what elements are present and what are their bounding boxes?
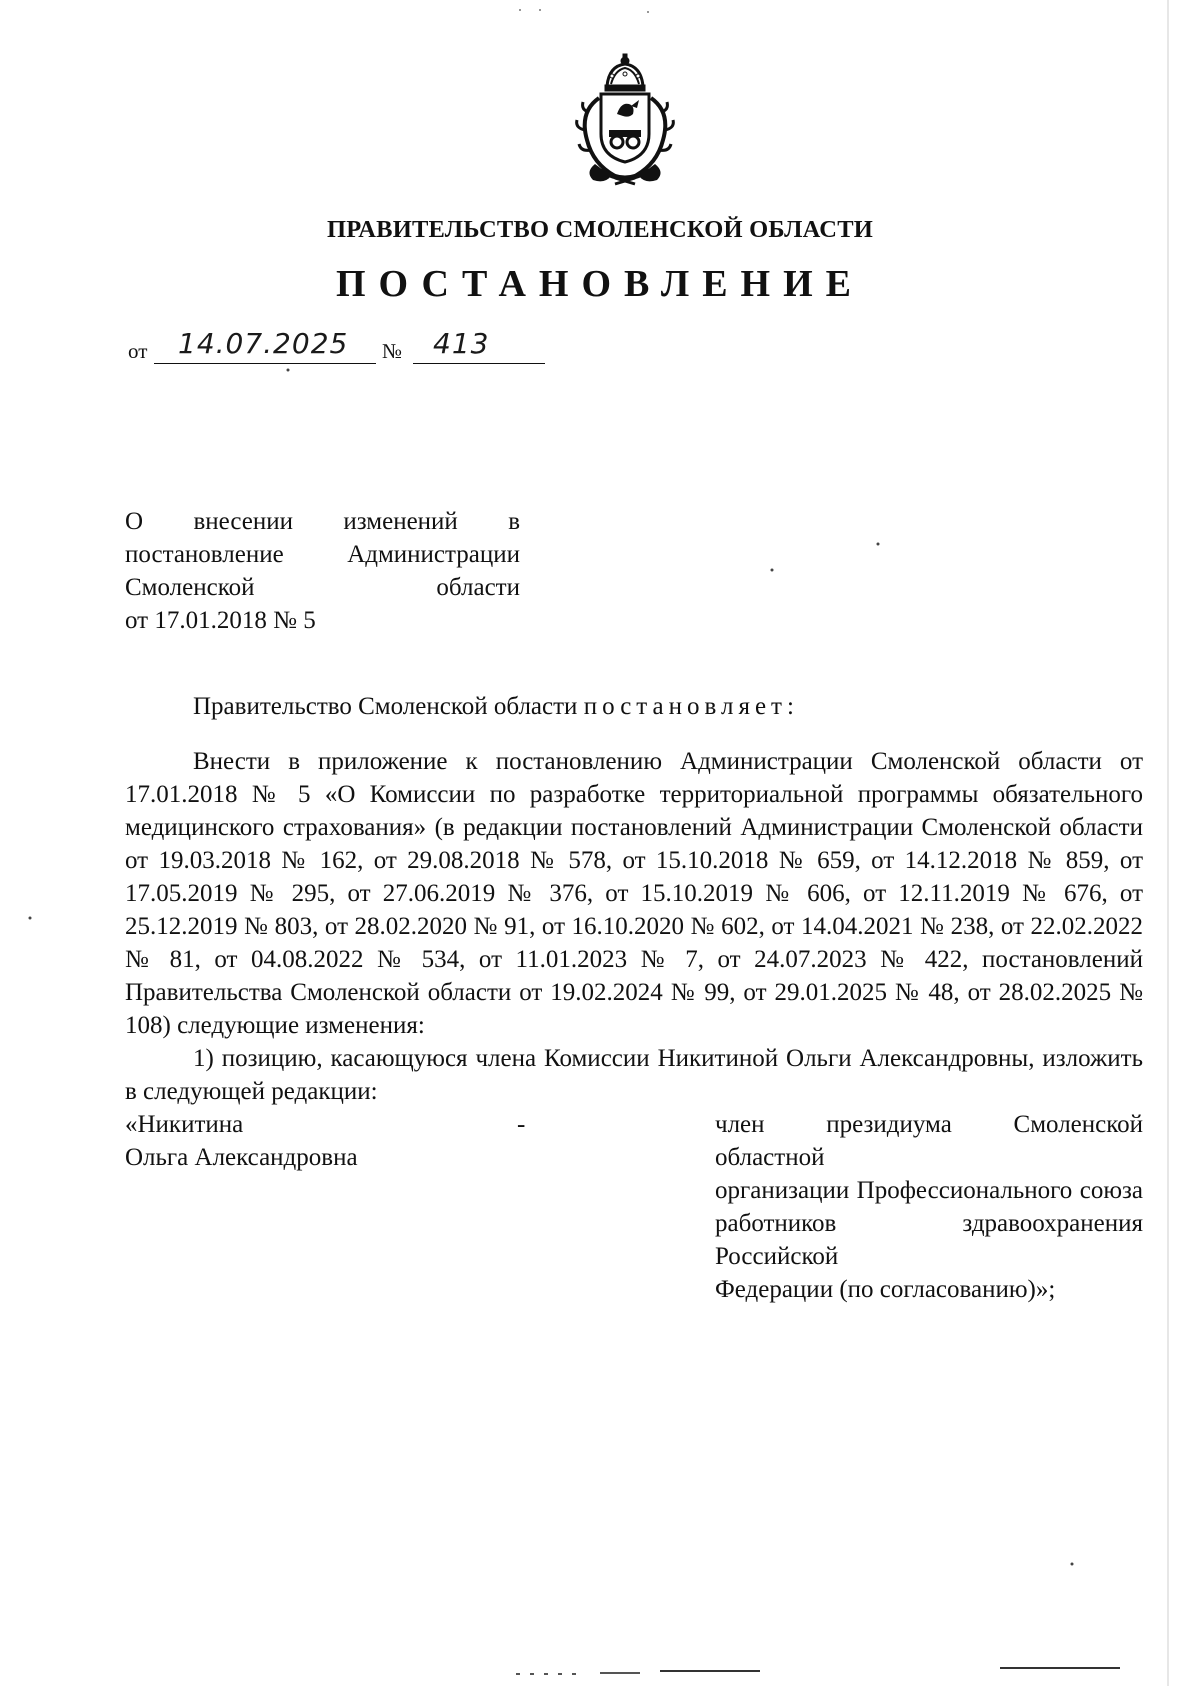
member-position-line: член президиума Смоленской областной	[715, 1111, 1143, 1171]
number-sign-label: №	[382, 339, 403, 363]
member-position-block	[715, 1108, 1143, 1306]
member-position-line: организации Профессионального союза	[715, 1177, 1143, 1204]
subject-line: от 17.01.2018 № 5	[125, 607, 316, 634]
preamble-resolves: постановляет:	[583, 693, 799, 720]
handwritten-number: 413	[433, 327, 490, 360]
member-entry	[125, 1108, 1143, 1306]
preamble-paragraph	[125, 690, 1143, 723]
main-paragraph: Внести в приложение к постановлению Администрации Смоленской области от 17.01.2018 № 5 «О Комиссии по разработке территориальной программы обязательного медицинского страхования» (в редакции постановлений Администрации Смоленской области от 19.03.2018 № 162, от 29.08.2018 № 578, от 15.10.2018 № 659, от 14.12.2018 № 859, от 17.05.2019 № 295, от 27.06.2019 № 376, от 15.10.2019 № 606, от 12.11.2019 № 676, от 25.12.2019 № 803, от 28.02.2020 № 91, от 16.10.2020 № 602, от 14.04.2021 № 238, от 22.02.2022 № 81, от 04.08.2022 № 534, от 11.01.2023 № 7, от 24.07.2023 № 422, постановлений Правительства Смоленской области от 19.02.2024 № 99, от 29.01.2025 № 48, от 28.02.2025 № 108) следующие изменения:	[125, 748, 1143, 1039]
subject-line: постановление Администрации	[125, 541, 520, 568]
date-prefix-label: от	[128, 339, 148, 363]
subject-line: О внесении изменений в	[125, 508, 520, 535]
item-1-paragraph: 1) позицию, касающуюся члена Комиссии Никитиной Ольги Александровны, изложить в следующей редакции:	[125, 1045, 1143, 1105]
document-subject	[125, 505, 520, 637]
member-dash: -	[517, 1111, 526, 1138]
registration-line	[128, 327, 568, 367]
organization-name: ПРАВИТЕЛЬСТВО СМОЛЕНСКОЙ ОБЛАСТИ	[327, 216, 873, 243]
member-given-names: Ольга Александровна	[125, 1144, 358, 1171]
preamble-text: Правительство Смоленской области	[193, 693, 584, 720]
member-name-block	[125, 1108, 526, 1306]
handwritten-date: 14.07.2025	[178, 327, 349, 360]
number-underline	[413, 363, 545, 364]
subject-line: Смоленской области	[125, 574, 520, 601]
document-body	[125, 690, 1143, 1306]
document-type-title: ПОСТАНОВЛЕНИЕ	[335, 263, 865, 305]
member-position-line: работников здравоохранения Российской	[715, 1210, 1143, 1270]
member-surname: «Никитина	[125, 1111, 244, 1138]
date-underline	[154, 363, 376, 364]
member-position-line: Федерации (по согласованию)»;	[715, 1276, 1056, 1303]
coat-of-arms-emblem	[565, 52, 685, 192]
